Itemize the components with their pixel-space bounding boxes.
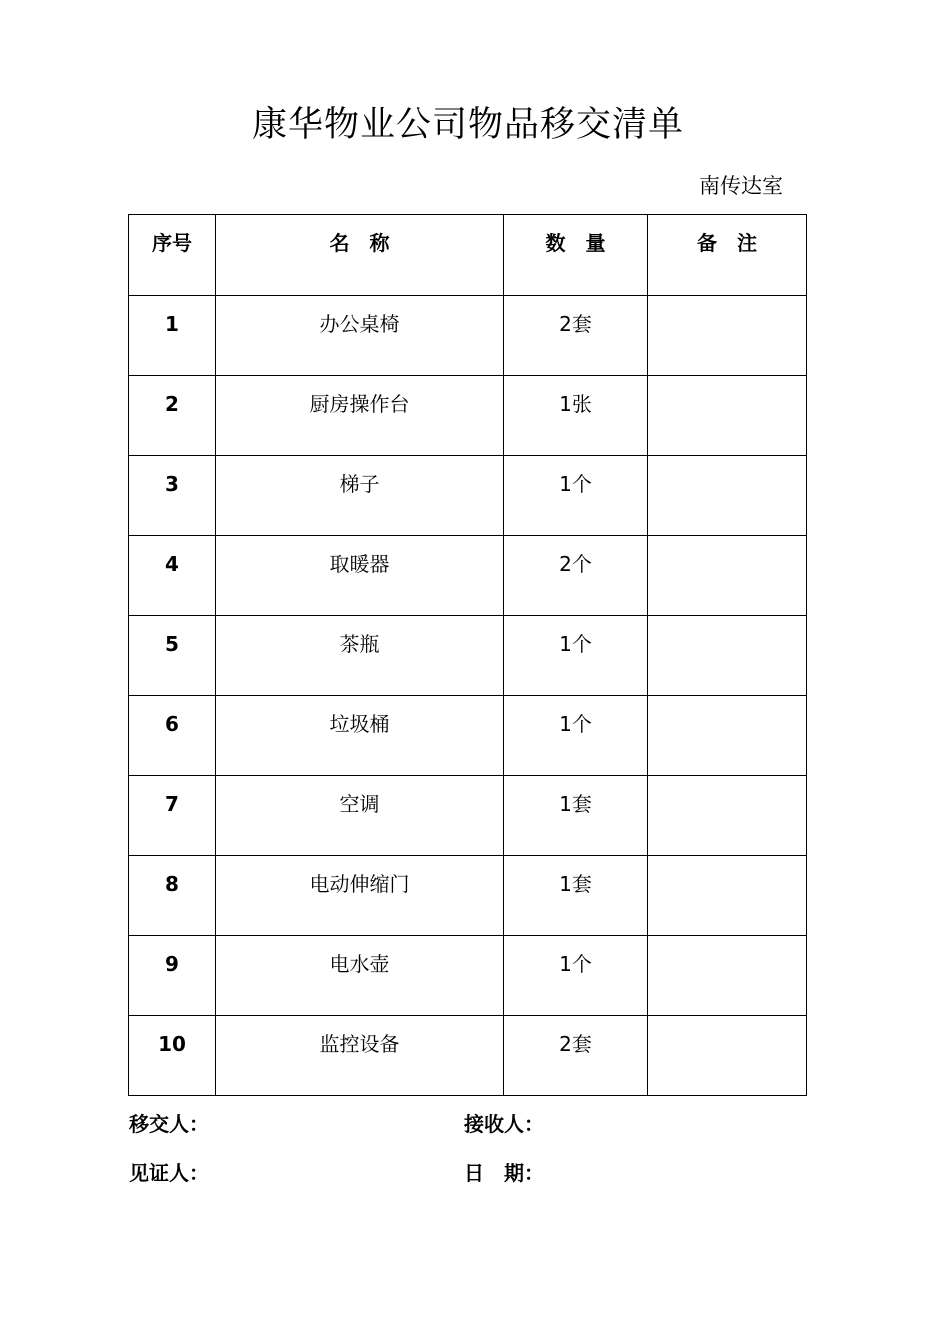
row-item-name: 梯子: [216, 456, 504, 536]
header-remark: 备 注: [648, 215, 807, 296]
row-item-name: 电动伸缩门: [216, 856, 504, 936]
table-row: [129, 936, 807, 1016]
department-label: 南传达室: [699, 174, 783, 198]
row-remark: [648, 1016, 807, 1096]
row-quantity: 2个: [504, 536, 648, 616]
row-serial-number: 1: [129, 296, 216, 376]
row-item-name: 取暖器: [216, 536, 504, 616]
row-remark: [648, 776, 807, 856]
table-row: [129, 1016, 807, 1096]
row-serial-number: 2: [129, 376, 216, 456]
row-quantity: 1套: [504, 856, 648, 936]
row-quantity: 1个: [504, 696, 648, 776]
table-row: [129, 296, 807, 376]
row-quantity: 2套: [504, 296, 648, 376]
row-remark: [648, 696, 807, 776]
table-row: [129, 776, 807, 856]
row-item-name: 茶瓶: [216, 616, 504, 696]
row-quantity: 1个: [504, 616, 648, 696]
row-serial-number: 9: [129, 936, 216, 1016]
row-serial-number: 8: [129, 856, 216, 936]
handover-items-table: [128, 214, 807, 1096]
row-remark: [648, 936, 807, 1016]
row-remark: [648, 456, 807, 536]
row-quantity: 1张: [504, 376, 648, 456]
receiver-person-label: 接收人：: [464, 1112, 544, 1136]
row-quantity: 1个: [504, 936, 648, 1016]
row-serial-number: 10: [129, 1016, 216, 1096]
row-serial-number: 3: [129, 456, 216, 536]
handover-person-label: 移交人：: [129, 1112, 209, 1136]
table-row: [129, 536, 807, 616]
row-item-name: 监控设备: [216, 1016, 504, 1096]
header-quantity: 数 量: [504, 215, 648, 296]
date-label: 日 期：: [464, 1161, 544, 1185]
table-row: [129, 376, 807, 456]
row-item-name: 厨房操作台: [216, 376, 504, 456]
row-serial-number: 5: [129, 616, 216, 696]
table-header-row: [129, 215, 807, 296]
row-item-name: 垃圾桶: [216, 696, 504, 776]
table-row: [129, 616, 807, 696]
row-quantity: 1个: [504, 456, 648, 536]
row-remark: [648, 616, 807, 696]
document-title: 康华物业公司物品移交清单: [251, 105, 684, 145]
header-item-name: 名 称: [216, 215, 504, 296]
header-serial-number: 序号: [129, 215, 216, 296]
witness-person-label: 见证人：: [129, 1161, 209, 1185]
row-item-name: 办公桌椅: [216, 296, 504, 376]
row-remark: [648, 376, 807, 456]
row-serial-number: 6: [129, 696, 216, 776]
row-remark: [648, 536, 807, 616]
row-item-name: 电水壶: [216, 936, 504, 1016]
row-quantity: 2套: [504, 1016, 648, 1096]
table-row: [129, 696, 807, 776]
row-quantity: 1套: [504, 776, 648, 856]
row-item-name: 空调: [216, 776, 504, 856]
row-remark: [648, 296, 807, 376]
row-serial-number: 7: [129, 776, 216, 856]
row-remark: [648, 856, 807, 936]
row-serial-number: 4: [129, 536, 216, 616]
table-row: [129, 456, 807, 536]
table-row: [129, 856, 807, 936]
